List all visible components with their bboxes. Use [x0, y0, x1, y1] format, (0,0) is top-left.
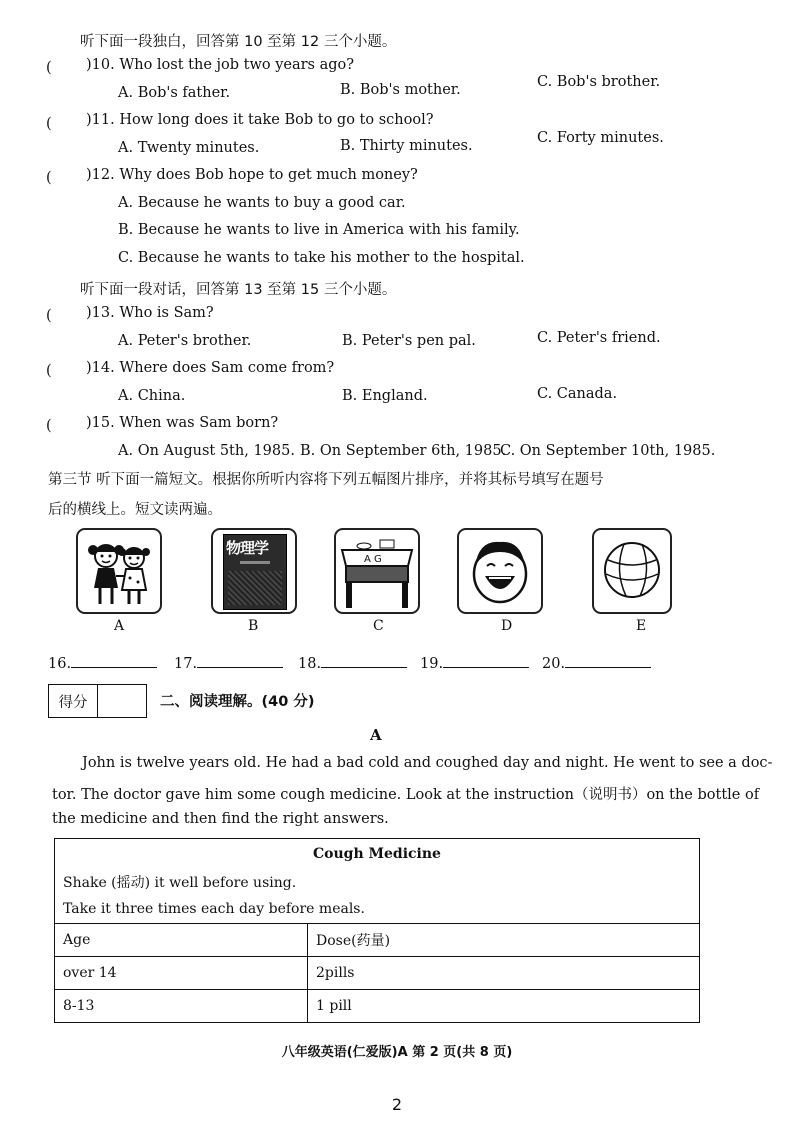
- table-row: [55, 957, 700, 990]
- picture-d-laughing-face: [457, 528, 543, 614]
- cell-dose: 2pills: [308, 957, 700, 990]
- answer-blank-19[interactable]: [420, 653, 529, 672]
- table-note-shake: Shake (摇动) it well before using.: [55, 869, 700, 895]
- desk-letters: A G: [364, 554, 382, 565]
- desk-icon: [336, 530, 418, 612]
- book-icon: [223, 534, 287, 610]
- option-a: A. Bob's father.: [118, 85, 231, 101]
- option-a: A. Because he wants to buy a good car.: [118, 195, 406, 211]
- option-a: A. On August 5th, 1985.: [118, 443, 295, 459]
- blank-number: 17.: [174, 656, 198, 672]
- section3-instruction-line1: 第三节 听下面一篇短文。根据你所听内容将下列五幅图片排序，并将其标号填写在题号: [48, 472, 604, 488]
- answer-paren: (: [46, 418, 52, 434]
- cell-age: 8-13: [55, 990, 308, 1023]
- cell-dose: 1 pill: [308, 990, 700, 1023]
- option-c: C. Bob's brother.: [537, 74, 661, 90]
- answer-paren: (: [46, 170, 52, 186]
- score-label: 得分: [49, 685, 98, 717]
- option-a: A. China.: [118, 388, 186, 404]
- picture-a-two-girls: [76, 528, 162, 614]
- score-field[interactable]: [98, 685, 146, 717]
- question-text: )15. When was Sam born?: [86, 415, 279, 431]
- answer-paren: (: [46, 60, 52, 76]
- blank-number: 18.: [298, 656, 322, 672]
- passage-line-3: the medicine and then find the right answers.: [52, 811, 389, 827]
- question-text: )11. How long does it take Bob to go to school?: [86, 112, 434, 128]
- table-row: [55, 990, 700, 1023]
- option-c: C. Forty minutes.: [537, 130, 664, 146]
- table-note-frequency: Take it three times each day before meals.: [55, 895, 700, 924]
- option-b: B. England.: [342, 388, 428, 404]
- medicine-table: [54, 838, 700, 1023]
- picture-e-ball: [592, 528, 672, 614]
- table-title: Cough Medicine: [55, 839, 700, 870]
- section3-instruction-line2: 后的横线上。短文读两遍。: [48, 502, 222, 518]
- blank-number: 16.: [48, 656, 72, 672]
- page-footer: 八年级英语(仁爱版)A 第 2 页(共 8 页): [281, 1045, 513, 1060]
- option-c: C. Canada.: [537, 386, 618, 402]
- passage-letter: A: [370, 726, 382, 744]
- option-c: C. Because he wants to take his mother to the hospital.: [118, 250, 525, 266]
- picture-label-b: B: [248, 618, 259, 634]
- answer-paren: (: [46, 363, 52, 379]
- option-b: B. Thirty minutes.: [340, 138, 473, 154]
- cell-age: over 14: [55, 957, 308, 990]
- section-intro-monologue: 听下面一段独白，回答第 10 至第 12 三个小题。: [80, 34, 397, 50]
- picture-label-a: A: [114, 618, 125, 634]
- option-b: B. Because he wants to live in America with his family.: [118, 222, 520, 238]
- ball-icon: [594, 530, 670, 612]
- answer-blank-16[interactable]: [48, 653, 157, 672]
- section-intro-dialogue: 听下面一段对话，回答第 13 至第 15 三个小题。: [80, 282, 397, 298]
- option-c: C. On September 10th, 1985.: [500, 443, 716, 459]
- option-b: B. Peter's pen pal.: [342, 333, 476, 349]
- picture-b-physics-book: [211, 528, 297, 614]
- header-dose: Dose(药量): [308, 924, 700, 957]
- part2-title: 二、阅读理解。(40 分): [160, 694, 315, 710]
- answer-blank-18[interactable]: [298, 653, 407, 672]
- option-a: A. Peter's brother.: [118, 333, 252, 349]
- picture-label-d: D: [501, 618, 513, 634]
- laughing-face-icon: [459, 530, 541, 612]
- passage-line-2: tor. The doctor gave him some cough medicine. Look at the instruction（说明书）on the bottle of: [52, 787, 760, 803]
- blank-number: 19.: [420, 656, 444, 672]
- table-header-row: [55, 924, 700, 957]
- option-a: A. Twenty minutes.: [118, 140, 260, 156]
- picture-c-desk: [334, 528, 420, 614]
- question-text: )10. Who lost the job two years ago?: [86, 57, 355, 73]
- question-text: )13. Who is Sam?: [86, 305, 214, 321]
- answer-blank-17[interactable]: [174, 653, 283, 672]
- option-b: B. Bob's mother.: [340, 82, 461, 98]
- picture-label-c: C: [373, 618, 384, 634]
- passage-line-1: John is twelve years old. He had a bad cold and coughed day and night. He went to see a doc-: [82, 755, 773, 771]
- book-title: 物理学: [226, 539, 269, 557]
- answer-paren: (: [46, 308, 52, 324]
- score-box: [48, 684, 147, 718]
- page-number: 2: [391, 1095, 403, 1114]
- picture-label-e: E: [636, 618, 647, 634]
- option-c: C. Peter's friend.: [537, 330, 661, 346]
- answer-paren: (: [46, 116, 52, 132]
- question-text: )14. Where does Sam come from?: [86, 360, 335, 376]
- header-age: Age: [55, 924, 308, 957]
- blank-number: 20.: [542, 656, 566, 672]
- answer-blank-20[interactable]: [542, 653, 651, 672]
- question-text: )12. Why does Bob hope to get much money?: [86, 167, 418, 183]
- two-girls-icon: [78, 530, 160, 612]
- option-b: B. On September 6th, 1985.: [300, 443, 507, 459]
